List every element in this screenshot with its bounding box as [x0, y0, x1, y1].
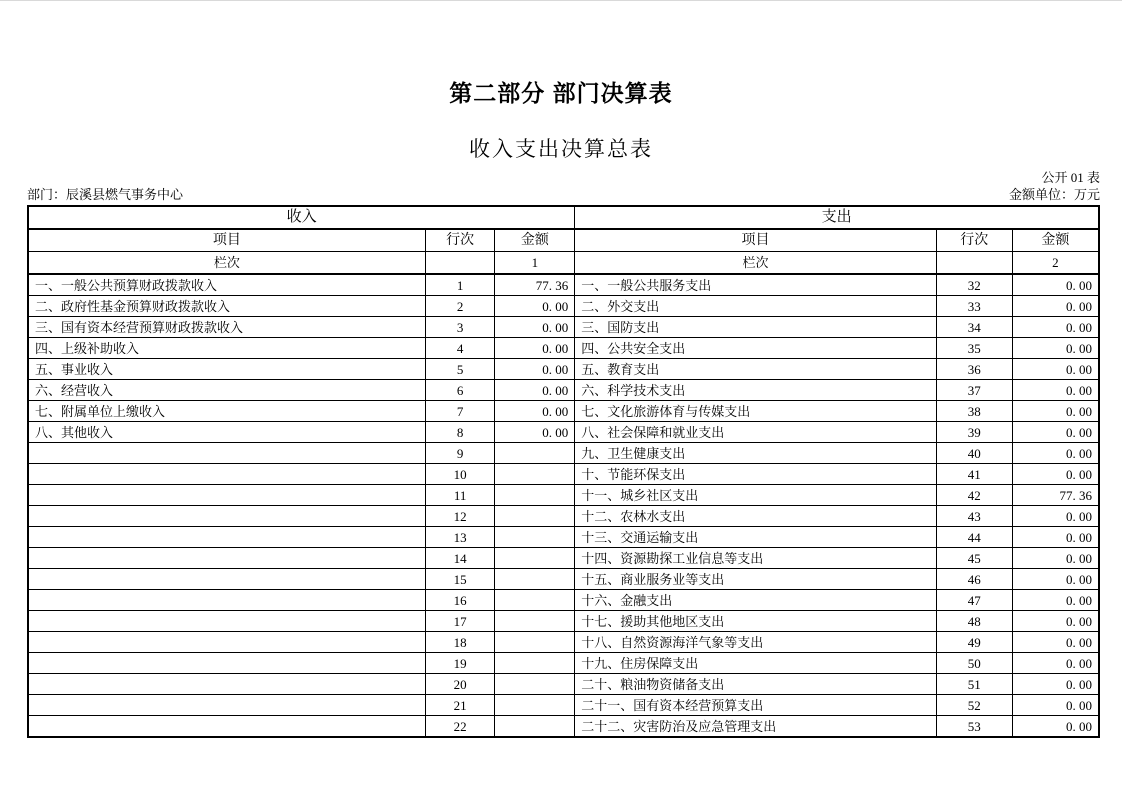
expenditure-item-cell: 十七、援助其他地区支出	[575, 611, 936, 632]
income-line-cell: 16	[425, 590, 495, 611]
expenditure-amount-cell: 0. 00	[1012, 632, 1099, 653]
income-amount-cell	[495, 527, 575, 548]
expenditure-item-cell: 九、卫生健康支出	[575, 443, 936, 464]
income-line-cell: 22	[425, 716, 495, 738]
income-line-cell: 9	[425, 443, 495, 464]
income-line-cell: 13	[425, 527, 495, 548]
table-row	[28, 569, 1099, 590]
income-line-cell: 1	[425, 274, 495, 296]
expenditure-lanci-label: 栏次	[575, 252, 936, 275]
income-line-cell: 20	[425, 674, 495, 695]
income-amount-cell	[495, 548, 575, 569]
income-item-cell	[28, 674, 425, 695]
expenditure-lanci-line-cell	[936, 252, 1012, 275]
expenditure-line-cell: 39	[936, 422, 1012, 443]
income-amount-cell	[495, 569, 575, 590]
expenditure-line-cell: 46	[936, 569, 1012, 590]
expenditure-line-cell: 53	[936, 716, 1012, 738]
income-item-cell	[28, 569, 425, 590]
income-amount-cell	[495, 632, 575, 653]
expenditure-item-cell: 一、一般公共服务支出	[575, 274, 936, 296]
expenditure-line-cell: 40	[936, 443, 1012, 464]
income-item-cell	[28, 548, 425, 569]
column-header-row	[28, 229, 1099, 252]
income-amount-cell: 0. 00	[495, 338, 575, 359]
expenditure-item-cell: 十五、商业服务业等支出	[575, 569, 936, 590]
income-item-cell	[28, 527, 425, 548]
expenditure-amount-cell: 0. 00	[1012, 464, 1099, 485]
table-row	[28, 274, 1099, 296]
table-row	[28, 674, 1099, 695]
income-item-cell: 二、政府性基金预算财政拨款收入	[28, 296, 425, 317]
expenditure-amount-cell: 0. 00	[1012, 338, 1099, 359]
expenditure-line-cell: 47	[936, 590, 1012, 611]
income-amount-cell	[495, 506, 575, 527]
income-line-cell: 6	[425, 380, 495, 401]
expenditure-line-cell: 50	[936, 653, 1012, 674]
expenditure-item-cell: 十三、交通运输支出	[575, 527, 936, 548]
expenditure-item-cell: 七、文化旅游体育与传媒支出	[575, 401, 936, 422]
income-item-cell: 七、附属单位上缴收入	[28, 401, 425, 422]
income-item-cell	[28, 611, 425, 632]
expenditure-line-cell: 51	[936, 674, 1012, 695]
income-line-cell: 12	[425, 506, 495, 527]
table-body	[28, 274, 1099, 737]
expenditure-line-cell: 43	[936, 506, 1012, 527]
table-row	[28, 401, 1099, 422]
expenditure-line-cell: 49	[936, 632, 1012, 653]
table-row	[28, 632, 1099, 653]
expenditure-column-number: 2	[1012, 252, 1099, 275]
income-amount-cell: 0. 00	[495, 359, 575, 380]
expenditure-amount-cell: 0. 00	[1012, 527, 1099, 548]
income-lanci-label: 栏次	[28, 252, 425, 275]
expenditure-item-cell: 十二、农林水支出	[575, 506, 936, 527]
table-code-label: 公开 01 表	[1041, 170, 1100, 185]
table-row	[28, 296, 1099, 317]
expenditure-item-cell: 十、节能环保支出	[575, 464, 936, 485]
income-item-cell: 六、经营收入	[28, 380, 425, 401]
income-amount-cell: 0. 00	[495, 422, 575, 443]
expenditure-line-cell: 33	[936, 296, 1012, 317]
expenditure-amount-cell: 0. 00	[1012, 674, 1099, 695]
unit-label: 金额单位：万元	[1008, 187, 1100, 202]
table-row	[28, 380, 1099, 401]
meta-right-block	[1009, 169, 1100, 203]
income-item-cell: 一、一般公共预算财政拨款收入	[28, 274, 425, 296]
expenditure-section-header: 支出	[575, 206, 1099, 229]
income-amount-cell	[495, 590, 575, 611]
table-row	[28, 485, 1099, 506]
expenditure-amount-cell: 0. 00	[1012, 548, 1099, 569]
expenditure-item-cell: 八、社会保障和就业支出	[575, 422, 936, 443]
expenditure-amount-cell: 0. 00	[1012, 380, 1099, 401]
expenditure-amount-cell: 0. 00	[1012, 443, 1099, 464]
income-line-cell: 21	[425, 695, 495, 716]
income-column-number: 1	[495, 252, 575, 275]
income-item-cell: 三、国有资本经营预算财政拨款收入	[28, 317, 425, 338]
income-amount-header: 金额	[495, 229, 575, 252]
expenditure-amount-cell: 0. 00	[1012, 590, 1099, 611]
income-amount-cell	[495, 464, 575, 485]
expenditure-item-cell: 二、外交支出	[575, 296, 936, 317]
expenditure-item-cell: 二十、粮油物资储备支出	[575, 674, 936, 695]
income-amount-cell: 77. 36	[495, 274, 575, 296]
income-item-cell	[28, 506, 425, 527]
table-row	[28, 338, 1099, 359]
income-amount-cell: 0. 00	[495, 401, 575, 422]
section-header-row	[28, 206, 1099, 229]
expenditure-amount-cell: 0. 00	[1012, 359, 1099, 380]
income-item-cell: 五、事业收入	[28, 359, 425, 380]
expenditure-amount-cell: 77. 36	[1012, 485, 1099, 506]
income-item-cell	[28, 590, 425, 611]
table-row	[28, 359, 1099, 380]
column-number-row	[28, 252, 1099, 275]
expenditure-line-header: 行次	[936, 229, 1012, 252]
expenditure-amount-cell: 0. 00	[1012, 274, 1099, 296]
income-item-cell	[28, 464, 425, 485]
expenditure-item-cell: 十四、资源勘探工业信息等支出	[575, 548, 936, 569]
table-title: 收入支出决算总表	[469, 137, 653, 161]
income-item-cell	[28, 716, 425, 738]
income-amount-cell	[495, 485, 575, 506]
income-expenditure-table	[27, 205, 1100, 738]
expenditure-line-cell: 36	[936, 359, 1012, 380]
expenditure-amount-cell: 0. 00	[1012, 296, 1099, 317]
expenditure-amount-cell: 0. 00	[1012, 401, 1099, 422]
income-amount-cell: 0. 00	[495, 317, 575, 338]
expenditure-line-cell: 37	[936, 380, 1012, 401]
income-section-header: 收入	[28, 206, 575, 229]
expenditure-item-cell: 十九、住房保障支出	[575, 653, 936, 674]
income-line-header: 行次	[425, 229, 495, 252]
department-label: 部门：辰溪县燃气事务中心	[27, 187, 184, 202]
income-lanci-line-cell	[425, 252, 495, 275]
expenditure-item-cell: 六、科学技术支出	[575, 380, 936, 401]
table-row	[28, 653, 1099, 674]
table-row	[28, 464, 1099, 485]
income-amount-cell	[495, 716, 575, 738]
expenditure-item-cell: 十八、自然资源海洋气象等支出	[575, 632, 936, 653]
income-line-cell: 10	[425, 464, 495, 485]
income-line-cell: 2	[425, 296, 495, 317]
expenditure-amount-cell: 0. 00	[1012, 716, 1099, 738]
expenditure-amount-cell: 0. 00	[1012, 611, 1099, 632]
expenditure-amount-header: 金额	[1012, 229, 1099, 252]
income-line-cell: 3	[425, 317, 495, 338]
expenditure-item-cell: 十一、城乡社区支出	[575, 485, 936, 506]
income-item-cell	[28, 632, 425, 653]
page-title: 第二部分 部门决算表	[449, 80, 673, 106]
income-item-header: 项目	[28, 229, 425, 252]
income-amount-cell	[495, 653, 575, 674]
expenditure-line-cell: 35	[936, 338, 1012, 359]
income-item-cell: 四、上级补助收入	[28, 338, 425, 359]
income-amount-cell	[495, 695, 575, 716]
expenditure-amount-cell: 0. 00	[1012, 317, 1099, 338]
expenditure-line-cell: 41	[936, 464, 1012, 485]
expenditure-amount-cell: 0. 00	[1012, 569, 1099, 590]
expenditure-line-cell: 42	[936, 485, 1012, 506]
table-row	[28, 422, 1099, 443]
expenditure-line-cell: 48	[936, 611, 1012, 632]
income-amount-cell	[495, 611, 575, 632]
income-item-cell	[28, 485, 425, 506]
expenditure-amount-cell: 0. 00	[1012, 422, 1099, 443]
table-row	[28, 317, 1099, 338]
expenditure-line-cell: 38	[936, 401, 1012, 422]
income-line-cell: 5	[425, 359, 495, 380]
expenditure-item-cell: 四、公共安全支出	[575, 338, 936, 359]
income-item-cell	[28, 443, 425, 464]
income-item-cell: 八、其他收入	[28, 422, 425, 443]
income-line-cell: 19	[425, 653, 495, 674]
income-line-cell: 18	[425, 632, 495, 653]
expenditure-item-cell: 十六、金融支出	[575, 590, 936, 611]
expenditure-item-cell: 二十二、灾害防治及应急管理支出	[575, 716, 936, 738]
table-row	[28, 695, 1099, 716]
table-row	[28, 590, 1099, 611]
expenditure-item-cell: 五、教育支出	[575, 359, 936, 380]
expenditure-line-cell: 32	[936, 274, 1012, 296]
income-line-cell: 11	[425, 485, 495, 506]
table-row	[28, 716, 1099, 738]
income-line-cell: 17	[425, 611, 495, 632]
expenditure-line-cell: 44	[936, 527, 1012, 548]
income-amount-cell	[495, 674, 575, 695]
table-row	[28, 443, 1099, 464]
income-item-cell	[28, 695, 425, 716]
income-amount-cell: 0. 00	[495, 380, 575, 401]
income-amount-cell	[495, 443, 575, 464]
income-line-cell: 14	[425, 548, 495, 569]
table-row	[28, 611, 1099, 632]
table-meta	[27, 169, 1100, 203]
expenditure-item-header: 项目	[575, 229, 936, 252]
expenditure-amount-cell: 0. 00	[1012, 653, 1099, 674]
income-amount-cell: 0. 00	[495, 296, 575, 317]
expenditure-item-cell: 二十一、国有资本经营预算支出	[575, 695, 936, 716]
table-row	[28, 506, 1099, 527]
expenditure-line-cell: 52	[936, 695, 1012, 716]
expenditure-amount-cell: 0. 00	[1012, 695, 1099, 716]
table-row	[28, 548, 1099, 569]
income-item-cell	[28, 653, 425, 674]
income-line-cell: 8	[425, 422, 495, 443]
expenditure-item-cell: 三、国防支出	[575, 317, 936, 338]
income-line-cell: 15	[425, 569, 495, 590]
expenditure-line-cell: 45	[936, 548, 1012, 569]
expenditure-line-cell: 34	[936, 317, 1012, 338]
income-line-cell: 7	[425, 401, 495, 422]
expenditure-amount-cell: 0. 00	[1012, 506, 1099, 527]
income-line-cell: 4	[425, 338, 495, 359]
table-row	[28, 527, 1099, 548]
